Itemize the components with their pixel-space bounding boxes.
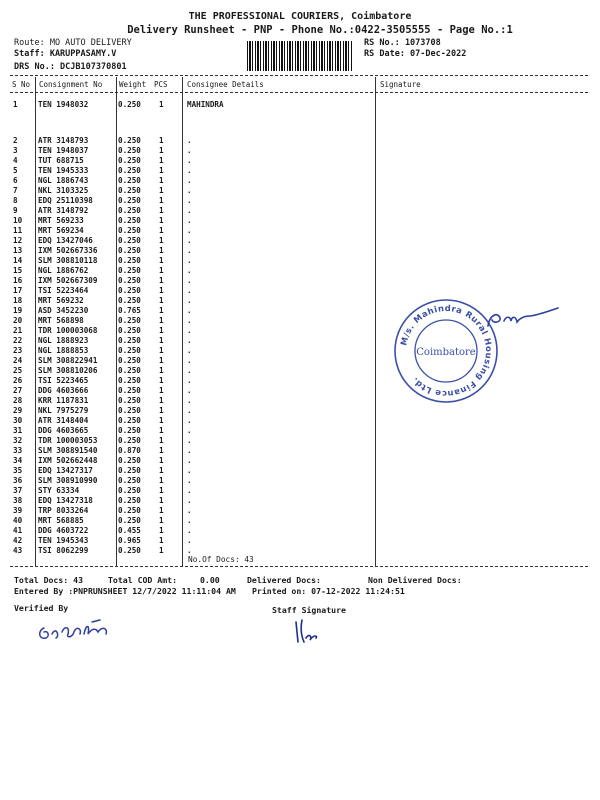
- cell-pcs: 1: [159, 506, 164, 515]
- cell-details: .: [187, 396, 192, 405]
- cell-sno: 12: [13, 236, 23, 245]
- cell-consignment: DDG 4603665: [38, 426, 89, 435]
- cell-consignment: STY 63334: [38, 486, 80, 495]
- cell-sno: 15: [13, 266, 23, 275]
- cell-details: .: [187, 446, 192, 455]
- cell-weight: 0.250: [118, 196, 141, 205]
- cell-weight: 0.250: [118, 226, 141, 235]
- cell-details: .: [187, 456, 192, 465]
- no-of-docs: No.Of Docs: 43: [188, 555, 254, 564]
- cell-weight: 0.250: [118, 146, 141, 155]
- signature-mark: [484, 304, 564, 334]
- cell-consignment: DDG 4603722: [38, 526, 89, 535]
- cell-sno: 41: [13, 526, 23, 535]
- cell-pcs: 1: [159, 536, 164, 545]
- cell-sno: 24: [13, 356, 23, 365]
- cell-consignment: SLM 308891540: [38, 446, 98, 455]
- delivered-docs: Delivered Docs:: [247, 575, 321, 585]
- stamp-center-text: Coimbatore: [416, 347, 476, 358]
- cell-consignment: TUT 688715: [38, 156, 84, 165]
- cell-weight: 0.250: [118, 216, 141, 225]
- cell-pcs: 1: [159, 176, 164, 185]
- cell-weight: 0.250: [118, 336, 141, 345]
- cell-weight: 0.250: [118, 506, 141, 515]
- cell-pcs: 1: [159, 316, 164, 325]
- cell-pcs: 1: [159, 376, 164, 385]
- cell-sno: 10: [13, 216, 23, 225]
- cell-details: .: [187, 236, 192, 245]
- cell-weight: 0.250: [118, 246, 141, 255]
- cell-details: .: [187, 476, 192, 485]
- cell-details: .: [187, 436, 192, 445]
- cell-pcs: 1: [159, 196, 164, 205]
- cell-consignment: IXM 502667309: [38, 276, 98, 285]
- table-top-rule: [10, 75, 588, 76]
- cell-pcs: 1: [159, 426, 164, 435]
- cell-details: .: [187, 196, 192, 205]
- cell-consignment: SLM 308910990: [38, 476, 98, 485]
- cell-weight: 0.250: [118, 296, 141, 305]
- cell-details: .: [187, 346, 192, 355]
- cell-details: .: [187, 466, 192, 475]
- cell-consignment: EDQ 25110398: [38, 196, 93, 205]
- cell-weight: 0.250: [118, 366, 141, 375]
- cell-sno: 36: [13, 476, 23, 485]
- cell-sno: 30: [13, 416, 23, 425]
- cell-sno: 17: [13, 286, 23, 295]
- cell-details: .: [187, 496, 192, 505]
- cell-details: .: [187, 426, 192, 435]
- cell-sno: 6: [13, 176, 18, 185]
- cell-weight: 0.250: [118, 466, 141, 475]
- cell-pcs: 1: [159, 466, 164, 475]
- cell-details: .: [187, 366, 192, 375]
- drs-number: DRS No.: DCJB107370801: [14, 62, 127, 72]
- cell-pcs: 1: [159, 256, 164, 265]
- rs-date: RS Date: 07-Dec-2022: [364, 49, 467, 59]
- cell-sno: 42: [13, 536, 23, 545]
- cell-pcs: 1: [159, 486, 164, 495]
- rs-number: RS No.: 1073708: [364, 38, 441, 48]
- cell-weight: 0.250: [118, 276, 141, 285]
- cell-weight: 0.765: [118, 306, 141, 315]
- cell-consignment: TEN 1948032: [38, 100, 89, 109]
- cell-details: .: [187, 246, 192, 255]
- cell-consignment: TDR 100003053: [38, 436, 98, 445]
- cell-pcs: 1: [159, 396, 164, 405]
- cell-consignment: NGL 1886743: [38, 176, 89, 185]
- cell-weight: 0.250: [118, 436, 141, 445]
- cell-details: .: [187, 316, 192, 325]
- printed-on: Printed on: 07-12-2022 11:24:51: [252, 586, 405, 596]
- cell-pcs: 1: [159, 246, 164, 255]
- cell-pcs: 1: [159, 156, 164, 165]
- cell-weight: 0.250: [118, 286, 141, 295]
- cell-sno: 5: [13, 166, 18, 175]
- cell-sno: 33: [13, 446, 23, 455]
- cell-details: .: [187, 406, 192, 415]
- cell-weight: 0.250: [118, 156, 141, 165]
- cell-weight: 0.250: [118, 546, 141, 555]
- col-divider: [116, 77, 117, 566]
- cell-consignment: MRT 569233: [38, 216, 84, 225]
- cell-details: .: [187, 276, 192, 285]
- verified-by-label: Verified By: [14, 603, 69, 613]
- cell-sno: 40: [13, 516, 23, 525]
- cell-sno: 34: [13, 456, 23, 465]
- cell-weight: 0.250: [118, 136, 141, 145]
- cell-consignment: MRT 569234: [38, 226, 84, 235]
- cell-pcs: 1: [159, 166, 164, 175]
- cell-consignment: SLM 308810206: [38, 366, 98, 375]
- cell-weight: 0.250: [118, 256, 141, 265]
- cell-consignment: MRT 568898: [38, 316, 84, 325]
- col-header-weight: Weight: [119, 80, 147, 89]
- cell-weight: 0.250: [118, 186, 141, 195]
- table-header-rule: [10, 92, 588, 93]
- verifier-signature: [30, 612, 140, 648]
- cell-consignment: NGL 1888853: [38, 346, 89, 355]
- cell-consignment: KRR 1187831: [38, 396, 89, 405]
- cell-pcs: 1: [159, 186, 164, 195]
- cell-details: .: [187, 156, 192, 165]
- staff-signature-label: Staff Signature: [272, 605, 346, 615]
- cell-details: .: [187, 536, 192, 545]
- cell-sno: 22: [13, 336, 23, 345]
- cell-details: .: [187, 486, 192, 495]
- col-header-pcs: PCS: [154, 80, 168, 89]
- cell-sno: 16: [13, 276, 23, 285]
- cell-details: .: [187, 186, 192, 195]
- cell-pcs: 1: [159, 206, 164, 215]
- cell-sno: 18: [13, 296, 23, 305]
- cell-consignment: TSI 5223464: [38, 286, 89, 295]
- cell-sno: 31: [13, 426, 23, 435]
- cell-weight: 0.250: [118, 386, 141, 395]
- cell-weight: 0.250: [118, 166, 141, 175]
- cell-pcs: 1: [159, 296, 164, 305]
- cell-details: .: [187, 286, 192, 295]
- cell-consignment: TSI 5223465: [38, 376, 89, 385]
- cell-details: .: [187, 336, 192, 345]
- cell-details: .: [187, 136, 192, 145]
- cell-details: .: [187, 296, 192, 305]
- cell-consignment: NGL 1886762: [38, 266, 89, 275]
- cell-weight: 0.250: [118, 486, 141, 495]
- cell-consignment: ATR 3148404: [38, 416, 89, 425]
- cell-weight: 0.250: [118, 326, 141, 335]
- col-divider: [375, 77, 376, 566]
- cell-consignment: SLM 308810118: [38, 256, 98, 265]
- cell-pcs: 1: [159, 436, 164, 445]
- cell-pcs: 1: [159, 356, 164, 365]
- cell-pcs: 1: [159, 216, 164, 225]
- cell-weight: 0.250: [118, 236, 141, 245]
- cell-pcs: 1: [159, 286, 164, 295]
- cell-details: .: [187, 306, 192, 315]
- cell-consignment: TEN 1948037: [38, 146, 89, 155]
- cell-sno: 4: [13, 156, 18, 165]
- cell-weight: 0.250: [118, 100, 141, 109]
- cell-consignment: ASD 3452230: [38, 306, 89, 315]
- non-delivered-docs: Non Delivered Docs:: [368, 575, 462, 585]
- cell-details: .: [187, 416, 192, 425]
- cell-consignment: SLM 308822941: [38, 356, 98, 365]
- cell-pcs: 1: [159, 416, 164, 425]
- col-divider: [35, 77, 36, 566]
- barcode-image: [247, 41, 353, 71]
- cell-pcs: 1: [159, 516, 164, 525]
- cell-details: .: [187, 506, 192, 515]
- cell-pcs: 1: [159, 100, 164, 109]
- cell-consignment: ATR 3148792: [38, 206, 89, 215]
- cell-sno: 43: [13, 546, 23, 555]
- cell-consignment: IXM 502662448: [38, 456, 98, 465]
- table-bottom-rule: [10, 566, 588, 567]
- cell-sno: 29: [13, 406, 23, 415]
- cell-pcs: 1: [159, 226, 164, 235]
- cell-consignment: TEN 1945343: [38, 536, 89, 545]
- cell-pcs: 1: [159, 406, 164, 415]
- total-cod-label: Total COD Amt:: [108, 575, 178, 585]
- cell-pcs: 1: [159, 496, 164, 505]
- cell-pcs: 1: [159, 366, 164, 375]
- cell-sno: 28: [13, 396, 23, 405]
- col-header-consignment: Consignment No: [39, 80, 103, 89]
- cell-sno: 9: [13, 206, 18, 215]
- runsheet-title: Delivery Runsheet - PNP - Phone No.:0422-3505555 - Page No.:1: [127, 24, 513, 36]
- cell-weight: 0.250: [118, 406, 141, 415]
- cell-consignment: TDR 100003068: [38, 326, 98, 335]
- cell-pcs: 1: [159, 386, 164, 395]
- cell-sno: 20: [13, 316, 23, 325]
- cell-sno: 14: [13, 256, 23, 265]
- cell-consignment: TSI 8062299: [38, 546, 89, 555]
- cell-details: .: [187, 166, 192, 175]
- cell-weight: 0.870: [118, 446, 141, 455]
- cell-sno: 32: [13, 436, 23, 445]
- cell-consignment: EDQ 13427317: [38, 466, 93, 475]
- cell-details: .: [187, 266, 192, 275]
- col-divider: [182, 77, 183, 566]
- cell-pcs: 1: [159, 236, 164, 245]
- cell-details: .: [187, 516, 192, 525]
- cell-details: .: [187, 376, 192, 385]
- cell-consignment: TRP 8033264: [38, 506, 89, 515]
- route-label: Route: MO AUTO DELIVERY: [14, 38, 132, 48]
- total-cod-value: 0.00: [200, 575, 220, 585]
- cell-pcs: 1: [159, 526, 164, 535]
- cell-sno: 8: [13, 196, 18, 205]
- cell-sno: 26: [13, 376, 23, 385]
- cell-weight: 0.250: [118, 456, 141, 465]
- cell-weight: 0.455: [118, 526, 141, 535]
- cell-consignment: ATR 3148793: [38, 136, 89, 145]
- cell-details: .: [187, 546, 192, 555]
- cell-pcs: 1: [159, 476, 164, 485]
- cell-pcs: 1: [159, 336, 164, 345]
- cell-weight: 0.250: [118, 416, 141, 425]
- cell-weight: 0.250: [118, 206, 141, 215]
- cell-consignment: IXM 502667336: [38, 246, 98, 255]
- cell-sno: 1: [13, 100, 18, 109]
- cell-pcs: 1: [159, 446, 164, 455]
- cell-pcs: 1: [159, 266, 164, 275]
- cell-details: .: [187, 326, 192, 335]
- cell-weight: 0.250: [118, 176, 141, 185]
- col-header-details: Consignee Details: [187, 80, 264, 89]
- cell-consignment: NGL 1888923: [38, 336, 89, 345]
- entered-by: Entered By :PNPRUNSHEET 12/7/2022 11:11:04 AM: [14, 586, 236, 596]
- cell-sno: 3: [13, 146, 18, 155]
- cell-weight: 0.250: [118, 496, 141, 505]
- cell-details: .: [187, 176, 192, 185]
- cell-sno: 38: [13, 496, 23, 505]
- cell-details: .: [187, 226, 192, 235]
- cell-pcs: 1: [159, 546, 164, 555]
- col-header-sno: S No: [12, 80, 31, 89]
- cell-sno: 23: [13, 346, 23, 355]
- cell-pcs: 1: [159, 306, 164, 315]
- cell-weight: 0.250: [118, 356, 141, 365]
- cell-consignment: DDG 4603666: [38, 386, 89, 395]
- cell-pcs: 1: [159, 456, 164, 465]
- cell-pcs: 1: [159, 136, 164, 145]
- cell-details: .: [187, 256, 192, 265]
- col-header-signature: Signature: [380, 80, 421, 89]
- cell-details: .: [187, 526, 192, 535]
- cell-sno: 35: [13, 466, 23, 475]
- stamp-ring-text: M/s. Mahindra Rural Housing Finance Ltd.: [398, 302, 495, 400]
- cell-weight: 0.250: [118, 346, 141, 355]
- cell-pcs: 1: [159, 276, 164, 285]
- cell-details: .: [187, 146, 192, 155]
- cell-consignment: MRT 568885: [38, 516, 84, 525]
- cell-weight: 0.250: [118, 396, 141, 405]
- cell-pcs: 1: [159, 326, 164, 335]
- cell-sno: 11: [13, 226, 23, 235]
- cell-weight: 0.250: [118, 426, 141, 435]
- cell-weight: 0.250: [118, 376, 141, 385]
- staff-signature: [288, 616, 338, 646]
- cell-sno: 37: [13, 486, 23, 495]
- cell-pcs: 1: [159, 146, 164, 155]
- total-docs: Total Docs: 43: [14, 575, 84, 585]
- cell-details: .: [187, 386, 192, 395]
- cell-consignment: EDQ 13427318: [38, 496, 93, 505]
- cell-sno: 13: [13, 246, 23, 255]
- company-name: THE PROFESSIONAL COURIERS, Coimbatore: [188, 11, 412, 22]
- cell-sno: 7: [13, 186, 18, 195]
- cell-details: .: [187, 206, 192, 215]
- cell-weight: 0.250: [118, 266, 141, 275]
- cell-consignment: MRT 569232: [38, 296, 84, 305]
- cell-consignment: EDQ 13427046: [38, 236, 93, 245]
- cell-sno: 25: [13, 366, 23, 375]
- cell-sno: 19: [13, 306, 23, 315]
- cell-consignment: TEN 1945333: [38, 166, 89, 175]
- cell-consignment: NKL 3103325: [38, 186, 89, 195]
- cell-details: .: [187, 356, 192, 365]
- cell-sno: 27: [13, 386, 23, 395]
- cell-weight: 0.250: [118, 476, 141, 485]
- staff-label: Staff: KARUPPASAMY.V: [14, 49, 117, 59]
- cell-weight: 0.250: [118, 316, 141, 325]
- cell-weight: 0.250: [118, 516, 141, 525]
- cell-pcs: 1: [159, 346, 164, 355]
- cell-details: MAHINDRA: [187, 100, 224, 109]
- cell-consignment: NKL 7975279: [38, 406, 89, 415]
- cell-sno: 39: [13, 506, 23, 515]
- cell-sno: 21: [13, 326, 23, 335]
- cell-weight: 0.965: [118, 536, 141, 545]
- cell-sno: 2: [13, 136, 18, 145]
- cell-details: .: [187, 216, 192, 225]
